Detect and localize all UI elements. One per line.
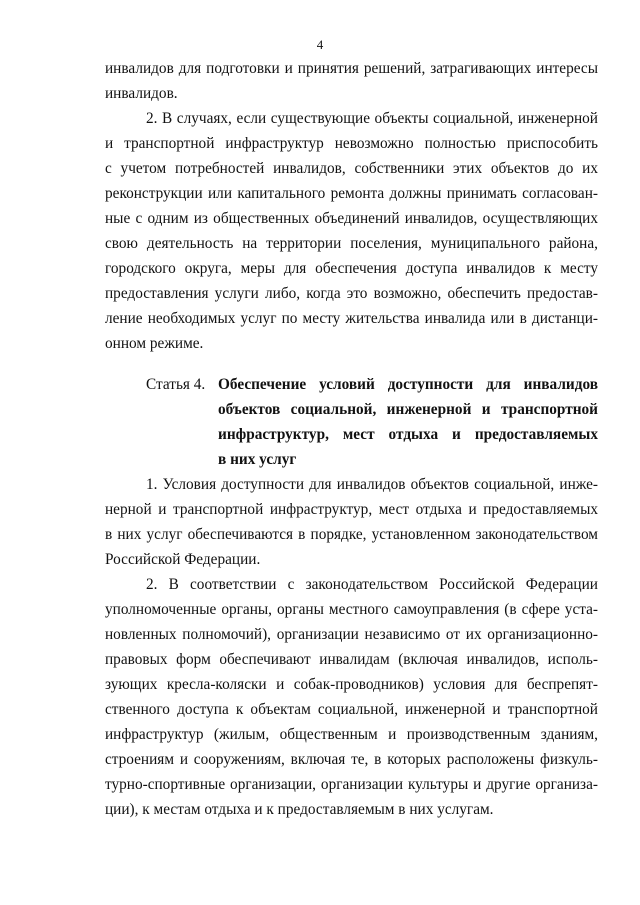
paragraph-line: онном режиме. (105, 335, 204, 352)
paragraph-line: с учетом потребностей инвалидов, собственники этих объектов до их (105, 160, 598, 177)
paragraph-line: свою деятельность на территории поселения, муниципального района, (105, 235, 598, 252)
paragraph-line: и транспортной инфраструктур невозможно полностью приспособить (105, 135, 598, 152)
paragraph-line: уполномоченные органы, органы местного самоуправления (в сфере уста- (105, 601, 598, 618)
paragraph-line: Российской Федерации. (105, 551, 261, 568)
article-title-line: в них услуг (218, 451, 297, 468)
paragraph-line: инвалидов. (105, 85, 178, 102)
article-title-line: Обеспечение условий доступности для инвалидов (218, 376, 598, 393)
paragraph-line: ции), к местам отдыха и к предоставляемым в них услугам. (105, 801, 494, 818)
paragraph-line: предоставления услуги либо, когда это возможно, обеспечить предостав- (105, 285, 598, 302)
paragraph-line: новленных полномочий), организации независимо от их организационно- (105, 626, 598, 643)
page-number: 4 (316, 37, 324, 52)
paragraph-line: инфраструктур (жилым, общественным и производственным зданиям, (105, 726, 598, 743)
paragraph-line: правовых форм обеспечивают инвалидам (включая инвалидов, исполь- (105, 651, 598, 668)
paragraph-line: зующих кресла-коляски и собак-проводников) условия для беспрепят- (105, 676, 598, 693)
article-title-line: объектов социальной, инженерной и транспортной (218, 401, 598, 418)
paragraph-line: реконструкции или капитального ремонта должны принимать согласован- (105, 185, 598, 202)
article-label: Статья 4. (146, 376, 206, 393)
paragraph-line: 2. В случаях, если существующие объекты социальной, инженерной (146, 110, 598, 127)
paragraph-line: 2. В соответствии с законодательством Российской Федерации (146, 576, 598, 593)
paragraph-line: ные с одним из общественных объединений инвалидов, осуществляющих (105, 210, 598, 227)
paragraph-line: городского округа, меры для обеспечения доступа инвалидов к месту (105, 260, 598, 277)
paragraph-line: турно-спортивные организации, организации культуры и другие организа- (105, 776, 598, 793)
paragraph-line: ственного доступа к объектам социальной, инженерной и транспортной (105, 701, 598, 718)
paragraph-line: нерной и транспортной инфраструктур, мест отдыха и предоставляемых (105, 501, 598, 518)
paragraph-line: строениям и сооружениям, включая те, в которых расположены физкуль- (105, 751, 598, 768)
paragraph-line: 1. Условия доступности для инвалидов объектов социальной, инже- (146, 476, 598, 493)
paragraph-line: ление необходимых услуг по месту жительства инвалида или в дистанци- (105, 310, 598, 327)
paragraph-line: в них услуг обеспечиваются в порядке, установленном законодательством (105, 526, 598, 543)
article-title-line: инфраструктур, мест отдыха и предоставляемых (218, 426, 598, 443)
paragraph-line: инвалидов для подготовки и принятия решений, затрагивающих интересы (105, 60, 598, 77)
